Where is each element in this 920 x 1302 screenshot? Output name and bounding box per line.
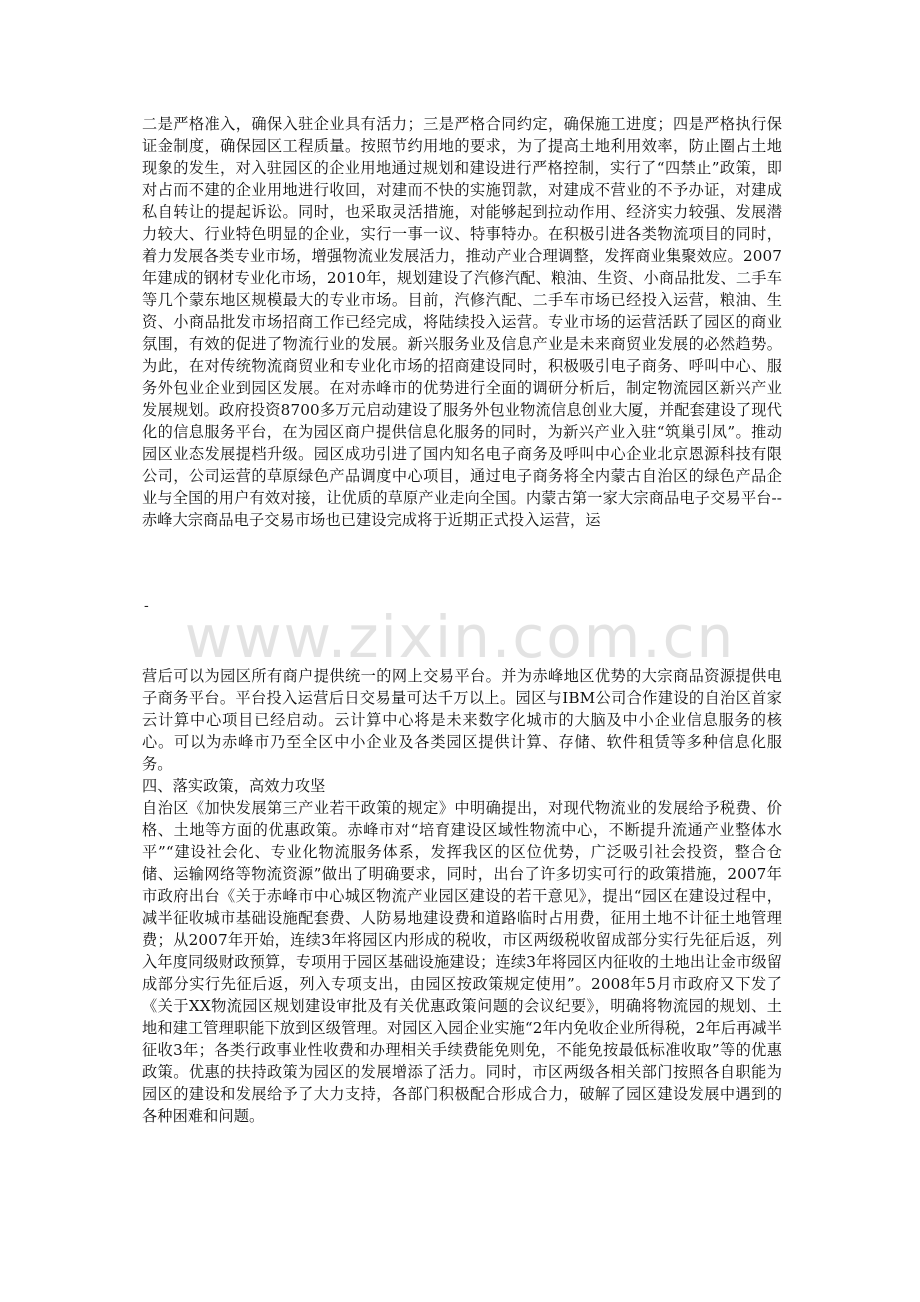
watermark-logo: www.zixin.com.cn bbox=[184, 603, 736, 671]
page-break-marker: - bbox=[144, 598, 149, 614]
bottom-text-block bbox=[142, 665, 782, 1127]
top-text-block bbox=[142, 113, 782, 531]
policy-paragraph: 自治区《加快发展第三产业若干政策的规定》中明确提出，对现代物流业的发展给予税费、价格、土地等方面的优惠政策。赤峰市对“培育建设区域性物流中心，不断提升流通产业整体水平”“建设社会化、专业化物流服务体系，发挥我区的区位优势，广泛吸引社会投资，整合仓储、运输网络等物流资源”做出了明确要求，同时，出台了许多切实可行的政策措施，2007年市政府出台《关于赤峰市中心城区物流产业园区建设的若干意见》，提出“园区在建设过程中，减半征收城市基础设施配套费、人防易地建设费和道路临时占用费，征用土地不计征土地管理费；从2007年开始，连续3年将园区内形成的税收，市区两级税收留成部分实行先征后返，列入年度同级财政预算，专项用于园区基础设施建设；连续3年将园区内征收的土地出让金市级留成部分实行先征后返，列入专项支出，由园区按政策规定使用”。2008年5月市政府又下发了《关于XX物流园区规划建设审批及有关优惠政策问题的会议纪要》，明确将物流园的规划、土地和建工管理职能下放到区级管理。对园区入园企业实施“2年内免收企业所得税，2年后再减半征收3年；各类行政事业性收费和办理相关手续费能免则免，不能免按最低标准收取”等的优惠政策。优惠的扶持政策为园区的发展增添了活力。同时，市区两级各相关部门按照各自职能为园区的建设和发展给予了大力支持，各部门积极配合形成合力，破解了园区建设发展中遇到的各种困难和问题。 bbox=[142, 799, 782, 1125]
section-heading: 四、落实政策，高效力攻坚 bbox=[142, 777, 326, 795]
continuation-paragraph: 营后可以为园区所有商户提供统一的网上交易平台。并为赤峰地区优势的大宗商品资源提供电子商务平台。平台投入运营后日交易量可达千万以上。园区与IBM公司合作建设的自治区首家云计算中心项目已经启动。云计算中心将是未来数字化城市的大脑及中小企业信息服务的核心。可以为赤峰市乃至全区中小企业及各类园区提供计算、存储、软件租赁等多种信息化服务。 bbox=[142, 667, 782, 773]
top-paragraph: 二是严格准入，确保入驻企业具有活力；三是严格合同约定，确保施工进度；四是严格执行保证金制度，确保园区工程质量。按照节约用地的要求，为了提高土地利用效率，防止圈占土地现象的发生，对入驻园区的企业用地通过规划和建设进行严格控制，实行了“四禁止”政策，即对占而不建的企业用地进行收回，对建而不快的实施罚款，对建成不营业的不予办证，对建成私自转让的提起诉讼。同时，也采取灵活措施，对能够起到拉动作用、经济实力较强、发展潜力较大、行业特色明显的企业，实行一事一议、特事特办。在积极引进各类物流项目的同时，着力发展各类专业市场，增强物流业发展活力，推动产业合理调整，发挥商业集聚效应。2007年建成的钢材专业化市场，2010年，规划建设了汽修汽配、粮油、生资、小商品批发、二手车等几个蒙东地区规模最大的专业市场。目前，汽修汽配、二手车市场已经投入运营，粮油、生资、小商品批发市场招商工作已经完成，将陆续投入运营。专业市场的运营活跃了园区的商业氛围，有效的促进了物流行业的发展。新兴服务业及信息产业是未来商贸业发展的必然趋势。为此，在对传统物流商贸业和专业化市场的招商建设同时，积极吸引电子商务、呼叫中心、服务外包业企业到园区发展。在对赤峰市的优势进行全面的调研分析后，制定物流园区新兴产业发展规划。政府投资8700多万元启动建设了服务外包业物流信息创业大厦，并配套建设了现代化的信息服务平台，在为园区商户提供信息化服务的同时，为新兴产业入驻“筑巢引凤”。推动园区业态发展提档升级。园区成功引进了国内知名电子商务及呼叫中心企业北京恩源科技有限公司，公司运营的草原绿色产品调度中心项目，通过电子商务将全内蒙古自治区的绿色产品企业与全国的用户有效对接，让优质的草原产业走向全国。内蒙古第一家大宗商品电子交易平台--赤峰大宗商品电子交易市场也已建设完成将于近期正式投入运营，运 bbox=[142, 115, 782, 529]
